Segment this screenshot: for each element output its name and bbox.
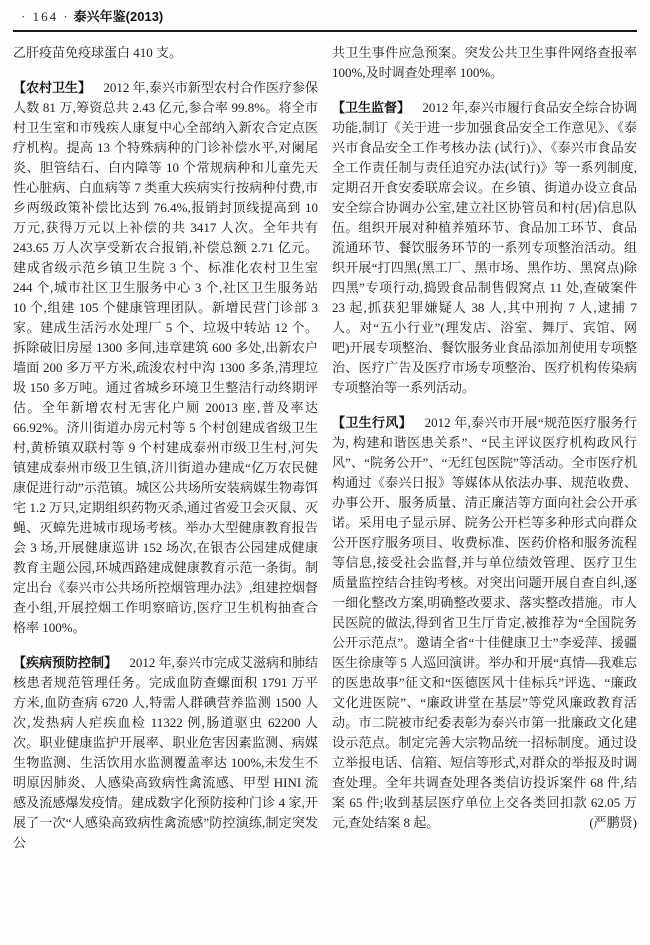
entry-text: 乙肝疫苗免疫球蛋白 410 支。 [13, 45, 183, 60]
entry-heading: 【卫生行风】 [332, 415, 413, 430]
book-title: 泰兴年鉴(2013) [73, 9, 164, 24]
continued-paragraph [332, 43, 637, 83]
right-column [332, 43, 637, 853]
author-signature: (严鹏贤) [589, 815, 637, 830]
entry-text: 2012 年,泰兴市新型农村合作医疗参保人数 81 万,筹资总共 2.43 亿元,参合率 99.8%。将全市村卫生室和市残疾人康复中心全部纳入新农合定点医疗机构。提高 13 个特殊病种的门诊补偿水平,对阑尾炎、胆管结石、白内障等 10 个常规病种和儿童先天性心脏病、白血病等 7 类重大疾病实行按病种付费,市乡两级政策补偿比达到 76.4%,报销封顶线提高到 10 万元,获得万元以上补偿的共 3417 人次。全年共有 243.65 万人次享受新农合报销,补偿总额 2.71 亿元。建成省级示范乡镇卫生院 3 个、标准化农村卫生室 244 个,城市社区卫生服务中心 3 个,社区卫生服务站 10 个,组建 105 个健康管理团队。新增民营门诊部 3 家。建成生活污水处理厂 5 个、垃圾中转站 12 个。拆除破旧房屋 1300 多间,违章建筑 600 多处,出新农户墙面 200 多万平方米,疏浚农村中沟 1300 多条,清理垃圾 150 多万吨。通过省城乡环境卫生整洁行动终期评估。全年新增农村无害化户厕 20013 座,普及率达 66.92%。济川街道办房元村等 5 个村创建成省级卫生村,黄桥镇双联村等 9 个村建成泰州市级卫生村,河失镇建成泰州市级卫生镇,济川街道办建成“亿万农民健康促进行动”示范镇。城区公共场所安装病媒生物毒饵宅 1.2 万只,定期组织药物灭杀,通过省爱卫会灭鼠、灭蝇、灭蟑先进城市现场考核。举办大型健康教育报告会 3 场,开展健康巡讲 152 场次,在银杏公园建成健康教育主题公园,环城西路建成健康教育示范一条街。制定出台《泰兴市公共场所控烟管理办法》,组建控烟督查小组,开展控烟工作明察暗访,医疗卫生机构抽查合格率 100%。 [13, 80, 318, 635]
entry-text: 共卫生事件应急预案。突发公共卫生事件网络查报率 100%,及时调查处理率 100%。 [332, 45, 637, 80]
entry-text: 2012 年,泰兴市开展“规范医疗服务行为, 构建和谐医患关系”、“民主评议医疗机构政风行风”、“院务公开”、“无红包医院”等活动。全市医疗机构通过《泰兴日报》等媒体从依法办事、规范收费、办事公开、服务质量、清正廉洁等方面向社会公开承诺。采用电子显示屏、院务公开栏等多种形式向群众公开医疗服务项目、收费标准、医药价格和服务流程等信息,接受社会监督,并与单位绩效管理、医疗卫生质量监控结合挂钩考核。对突出问题开展自查自纠,逐一细化整改方案,明确整改要求、落实整改措施。市人民医院的做法,得到省卫生厅肯定,被推荐为“全国院务公开示范点”。邀请全省“十佳健康卫士”李爱萍、援疆医生徐康等 5 人巡回演讲。举办和开展“真情—我难忘的医患故事”征文和“医德医风十佳标兵”评选、“廉政文化进医院”、“廉政讲堂在基层”等党风廉政教育活动。市二院被市纪委表彰为泰兴市第一批廉政文化建设示范点。制定完善大宗物品统一招标制度。通过设立举报电话、信箱、短信等形式,对群众的举报及时调查处理。全年共调查处理各类信访投诉案件 68 件,结案 65 件;收到基层医疗单位上交各类回扣款 62.05 万元,查处结案 8 起。 [332, 415, 637, 830]
entry-heading: 【卫生监督】 [332, 100, 411, 115]
left-column [13, 43, 318, 853]
page-header [13, 8, 637, 26]
entry-text: 2012 年,泰兴市完成艾滋病和肺结核患者规范管理任务。完成血防查螺面积 1791 万平方米,血防查病 6720 人,特需人群碘营养监测 1500 人次,发热病人疟疾血检 11322 例,肠道驱虫 62200 人次。职业健康监护开展率、职业危害因素监测、病媒生物监测、生活饮用水监测覆盖率达 100%,未发生不明原因肺炎、人感染高致病性禽流感、甲型 HINI 流感及流感爆发疫情。建成数字化预防接种门诊 4 家,开展了一次“人感染高致病性禽流感”防控演练,制定突发公 [13, 655, 318, 850]
entry-heading: 【农村卫生】 [13, 80, 92, 95]
two-column-body [13, 43, 637, 853]
entry-rural-health [13, 78, 318, 638]
entry-text: 2012 年,泰兴市履行食品安全综合协调功能,制订《关于进一步加强食品安全工作意见》、《泰兴市食品安全工作考核办法 (试行)》、《泰兴市食品安全工作责任制与责任追究办法(试行)》等一系列制度,定期召开食安委联席会议。在乡镇、街道办设立食品安全综合协调办公室,建立社区协管员和村(居)信息队伍。组织开展对种植养殖环节、食品加工环节、食品流通环节、餐饮服务环节的一系列专项整治活动。组织开展“打四黑(黑工厂、黑市场、黑作坊、黑窝点)除四黑”专项行动,捣毁食品制售假窝点 11 处,查破案件 23 起,抓获犯罪嫌疑人 38 人,其中刑拘 7 人,逮捕 7 人。对“五小行业”(理发店、浴室、舞厅、宾馆、网吧)开展专项整治、餐饮服务业食品添加剂使用专项整治、医疗广告及医疗市场专项整治、医疗机构传染病专项整治等一系列活动。 [332, 100, 637, 395]
page-number-marker: · 164 · [21, 9, 70, 24]
continued-paragraph [13, 43, 318, 63]
entry-disease-prevention [13, 653, 318, 853]
entry-health-conduct [332, 413, 637, 833]
entry-heading: 【疾病预防控制】 [13, 655, 118, 670]
entry-health-supervision [332, 98, 637, 398]
header-rule [13, 30, 637, 32]
